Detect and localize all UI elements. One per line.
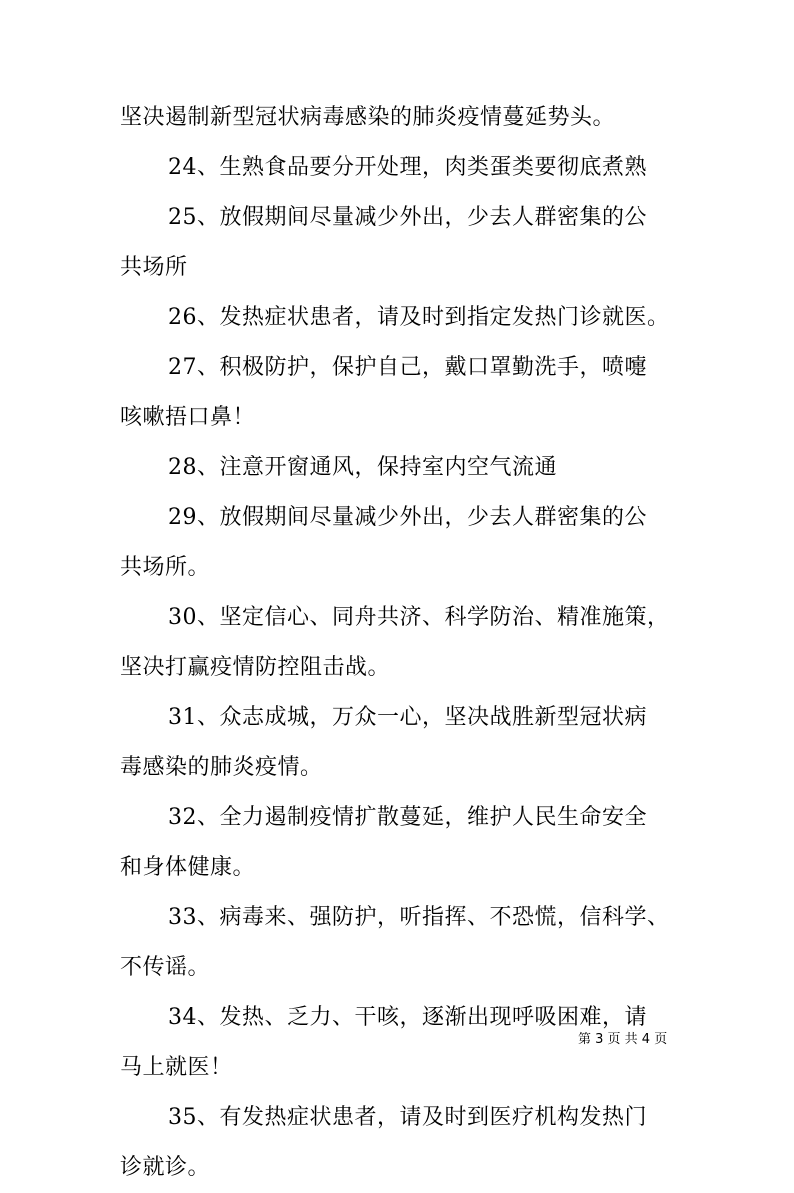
text-line: 31、众志成城，万众一心，坚决战胜新型冠状病 [168,705,647,730]
text-line: 26、发热症状患者，请及时到指定发热门诊就医。 [168,305,670,330]
text-line: 30、坚定信心、同舟共济、科学防治、精准施策， [168,605,670,630]
text-line: 咳嗽捂口鼻！ [120,405,256,430]
text-line: 和身体健康。 [120,855,256,880]
text-line: 25、放假期间尽量减少外出，少去人群密集的公 [168,205,647,230]
text-line: 27、积极防护，保护自己，戴口罩勤洗手，喷嚏 [168,355,647,380]
text-line: 32、全力遏制疫情扩散蔓延，维护人民生命安全 [168,805,647,830]
text-line: 坚决遏制新型冠状病毒感染的肺炎疫情蔓延势头。 [120,105,616,130]
text-line: 33、病毒来、强防护，听指挥、不恐慌，信科学、 [168,905,670,930]
text-line: 29、放假期间尽量减少外出，少去人群密集的公 [168,505,647,530]
text-line: 共场所 [120,255,188,280]
text-line: 不传谣。 [120,955,211,980]
text-line: 共场所。 [120,555,211,580]
text-line: 35、有发热症状患者，请及时到医疗机构发热门 [168,1105,647,1130]
text-line: 诊就诊。 [120,1155,211,1180]
text-line: 坚决打赢疫情防控阻击战。 [120,655,391,680]
text-line: 34、发热、乏力、干咳，逐渐出现呼吸困难，请 [168,1005,647,1030]
text-line: 24、生熟食品要分开处理，肉类蛋类要彻底煮熟 [168,155,647,180]
text-line: 28、注意开窗通风，保持室内空气流通 [168,455,557,480]
text-line: 马上就医！ [120,1055,233,1080]
text-line: 毒感染的肺炎疫情。 [120,755,323,780]
page-number: 第 3 页 共 4 页 [578,1032,668,1047]
